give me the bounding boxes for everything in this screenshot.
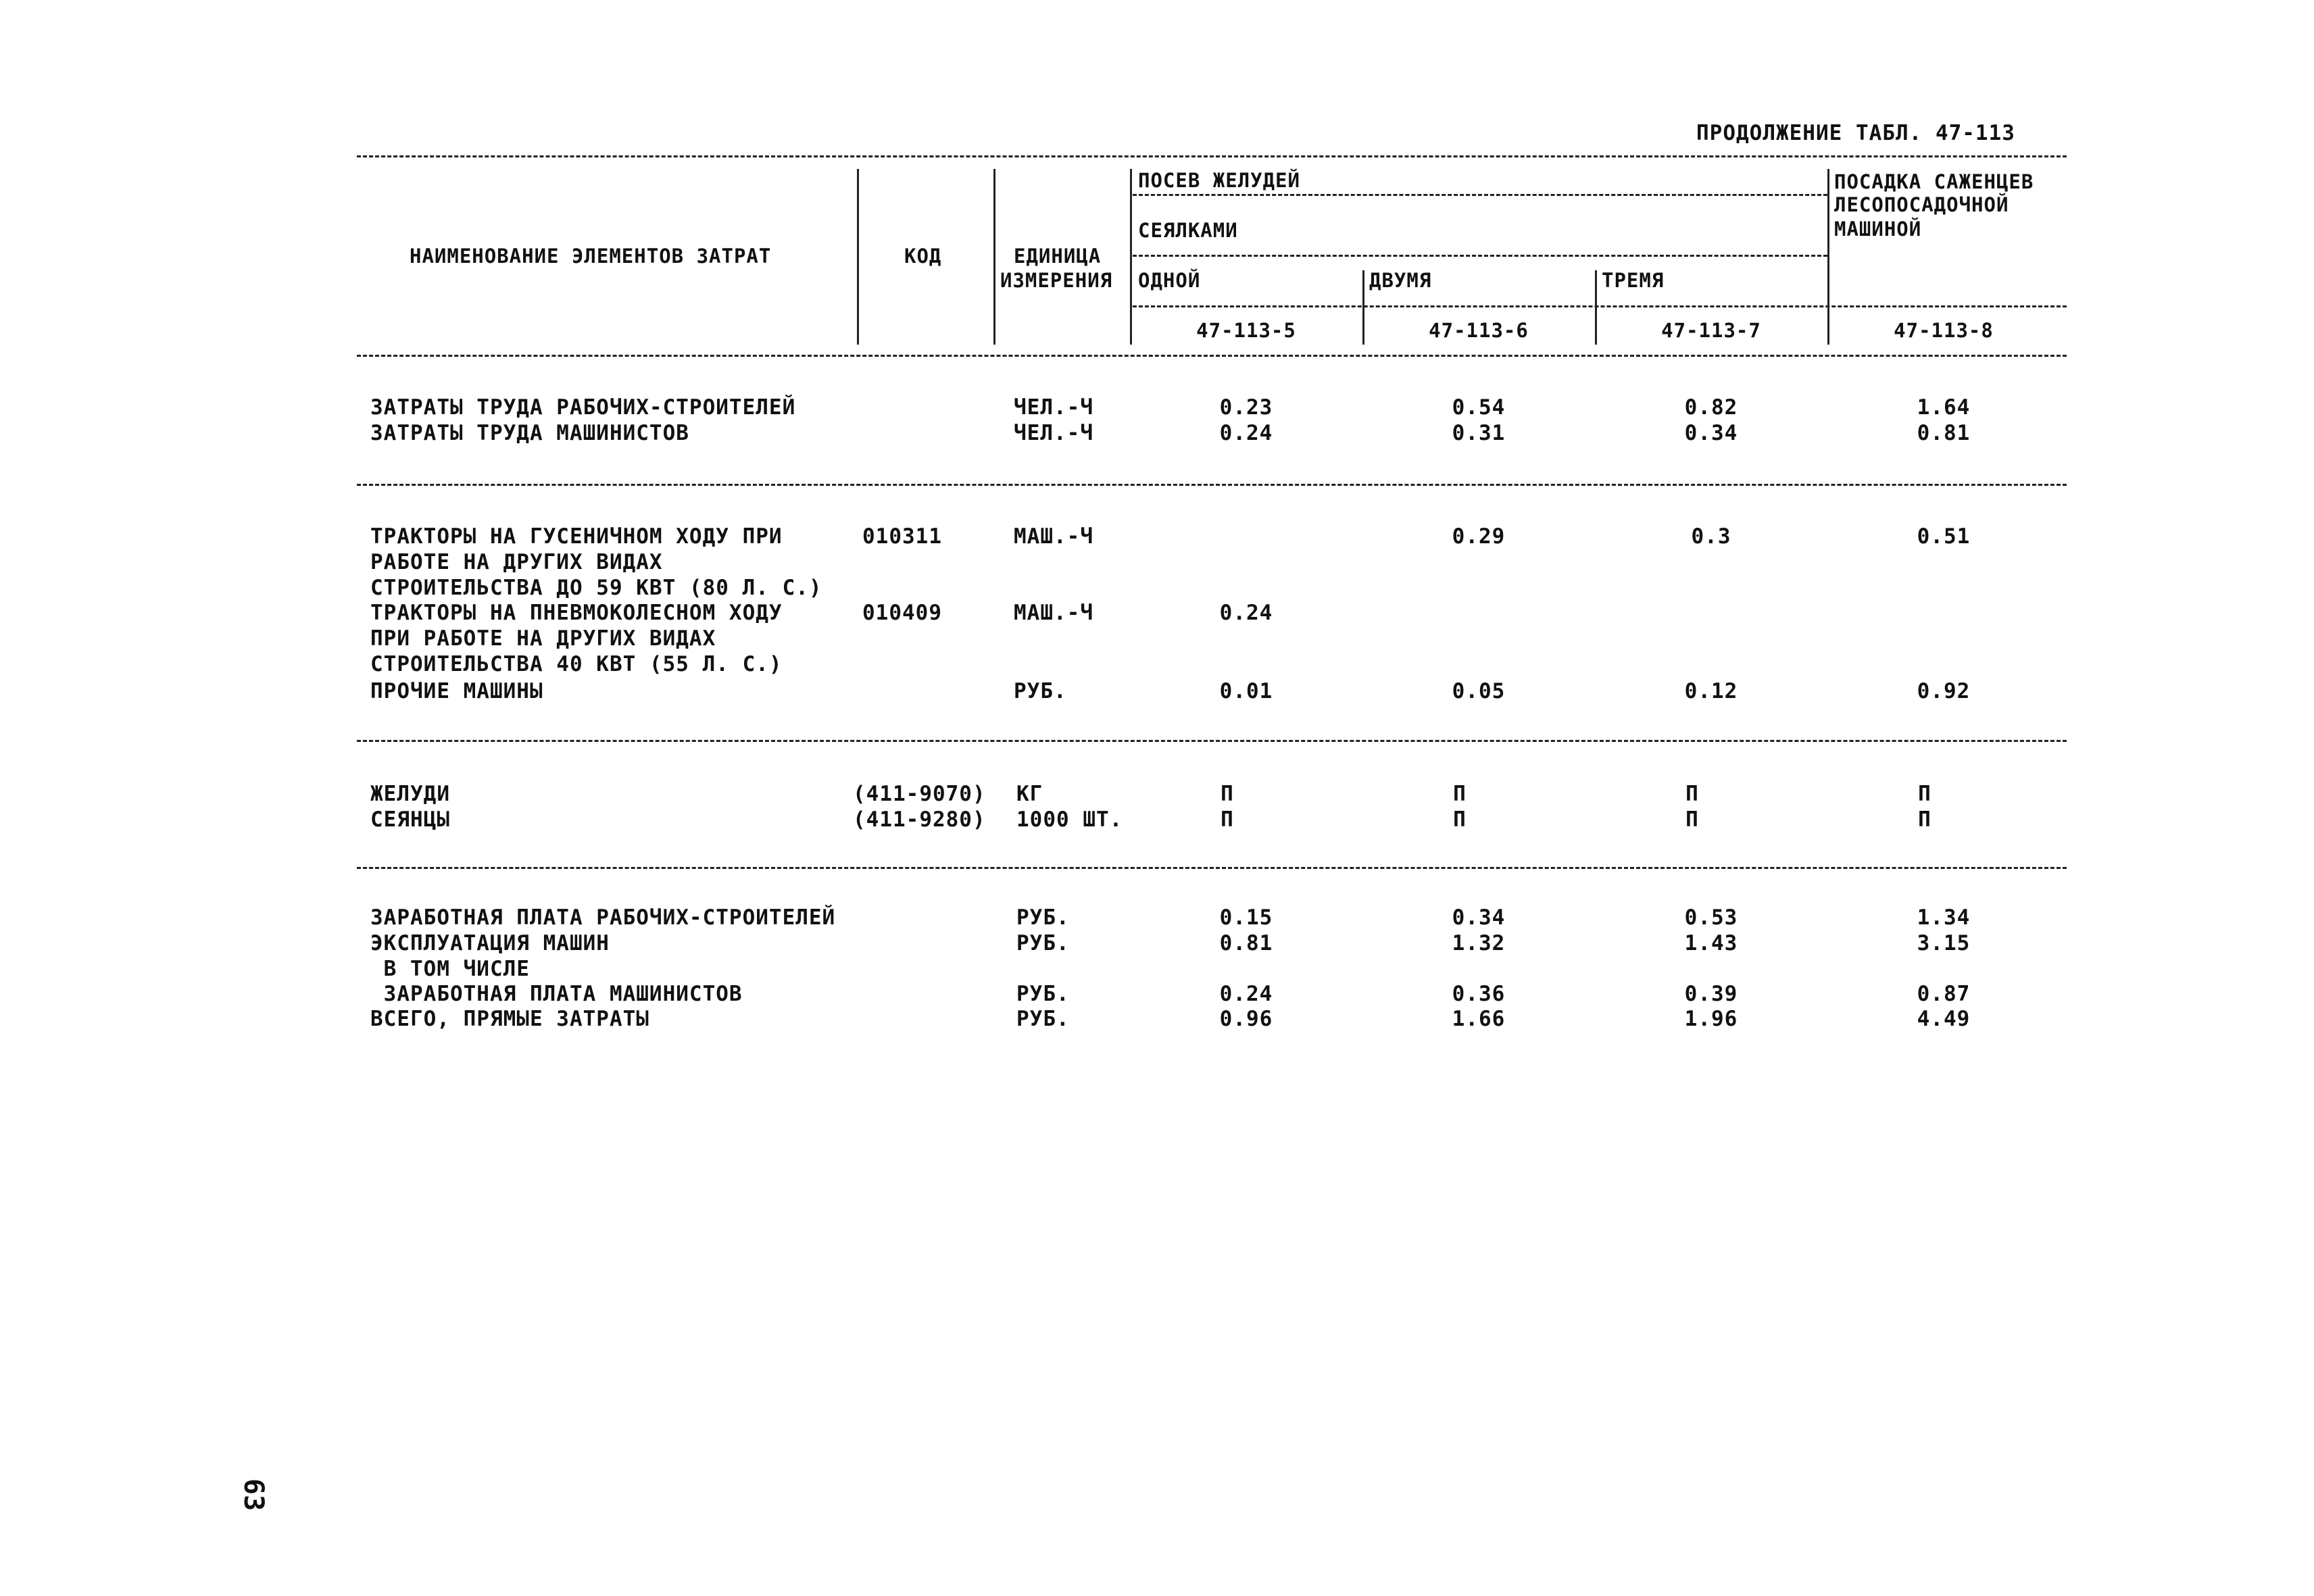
labor-row-value: 0.31 <box>1452 421 1506 445</box>
total-row-value: 0.15 <box>1219 905 1273 930</box>
total-row-value: 0.87 <box>1917 982 1971 1006</box>
machine-row-unit: МАШ.-Ч <box>1014 601 1093 625</box>
header-one: ОДНОЙ <box>1138 269 1201 292</box>
total-row-value: 4.49 <box>1917 1007 1971 1031</box>
total-row-value: 0.24 <box>1219 982 1273 1006</box>
machine-row-unit: РУБ. <box>1014 679 1067 703</box>
header-code: КОД <box>904 245 942 268</box>
total-row-value: 1.32 <box>1452 931 1506 955</box>
total-row-name: ЗАРАБОТНАЯ ПЛАТА МАШИНИСТОВ <box>370 982 743 1006</box>
machine-row-name: ПРОЧИЕ МАШИНЫ <box>370 679 543 703</box>
header-planting-2: ЛЕСОПОСАДОЧНОЙ <box>1834 193 2009 216</box>
header-name: НАИМЕНОВАНИЕ ЭЛЕМЕНТОВ ЗАТРАТ <box>410 245 772 268</box>
machine-row-value: 0.01 <box>1219 679 1273 703</box>
total-row-unit: РУБ. <box>1016 905 1070 930</box>
machine-row-value: 0.3 <box>1691 524 1731 549</box>
material-row-value: П <box>1685 807 1699 832</box>
header-unit-2: ИЗМЕРЕНИЯ <box>1000 269 1113 292</box>
machine-row-name: СТРОИТЕЛЬСТВА 40 КВТ (55 Л. С.) <box>370 652 783 676</box>
header-bottom-rule <box>357 355 2067 357</box>
table-caption: ПРОДОЛЖЕНИЕ ТАБЛ. 47-113 <box>1696 121 2015 145</box>
machine-row-value: 0.05 <box>1452 679 1506 703</box>
material-row-value: П <box>1453 782 1467 806</box>
divider-unit-values <box>1130 169 1132 345</box>
header-rule-codes <box>1133 305 2067 307</box>
material-row-unit: КГ <box>1016 782 1043 806</box>
total-row-name: ВСЕГО, ПРЯМЫЕ ЗАТРАТЫ <box>370 1007 649 1031</box>
header-rule-acorns <box>1133 194 1827 196</box>
machine-row-value: 0.12 <box>1684 679 1738 703</box>
machine-row-unit: МАШ.-Ч <box>1014 524 1093 549</box>
section-rule <box>357 484 2067 486</box>
machine-row-name: ПРИ РАБОТЕ НА ДРУГИХ ВИДАХ <box>370 626 716 651</box>
machine-row-code: 010311 <box>862 524 942 549</box>
total-row-value: 1.34 <box>1917 905 1971 930</box>
header-acorns: ПОСЕВ ЖЕЛУДЕЙ <box>1138 169 1300 192</box>
header-planting-1: ПОСАДКА САЖЕНЦЕВ <box>1834 170 2034 193</box>
total-row-value: 3.15 <box>1917 931 1971 955</box>
machine-row-name: РАБОТЕ НА ДРУГИХ ВИДАХ <box>370 550 663 574</box>
labor-row-value: 0.23 <box>1219 395 1273 420</box>
total-row-value: 0.96 <box>1219 1007 1273 1031</box>
labor-row-value: 0.54 <box>1452 395 1506 420</box>
total-row-value: 0.53 <box>1684 905 1738 930</box>
labor-row-value: 1.64 <box>1917 395 1971 420</box>
header-top-rule <box>357 155 2067 157</box>
header-three: ТРЕМЯ <box>1602 269 1665 292</box>
total-row-value: 0.39 <box>1684 982 1738 1006</box>
labor-row-value: 0.34 <box>1684 421 1738 445</box>
total-row-value: 1.43 <box>1684 931 1738 955</box>
header-planting-3: МАШИНОЙ <box>1834 218 1922 241</box>
machine-row-name: ТРАКТОРЫ НА ГУСЕНИЧНОМ ХОДУ ПРИ <box>370 524 783 549</box>
header-code-8: 47-113-8 <box>1894 319 1994 342</box>
machine-row-value: 0.24 <box>1219 601 1273 625</box>
total-row-value: 1.66 <box>1452 1007 1506 1031</box>
total-row-value: 1.96 <box>1684 1007 1738 1031</box>
header-code-6: 47-113-6 <box>1429 319 1529 342</box>
total-row-unit: РУБ. <box>1016 1007 1070 1031</box>
page-number: 63 <box>238 1478 269 1512</box>
material-row-code: (411-9070) <box>853 782 986 806</box>
total-row-unit: РУБ. <box>1016 931 1070 955</box>
divider-three-planting <box>1827 169 1829 345</box>
total-row-unit: РУБ. <box>1016 982 1070 1006</box>
total-row-name: ЗАРАБОТНАЯ ПЛАТА РАБОЧИХ-СТРОИТЕЛЕЙ <box>370 905 836 930</box>
header-unit-1: ЕДИНИЦА <box>1014 245 1102 268</box>
labor-row-value: 0.24 <box>1219 421 1273 445</box>
material-row-code: (411-9280) <box>853 807 986 832</box>
labor-row-name: ЗАТРАТЫ ТРУДА МАШИНИСТОВ <box>370 421 689 445</box>
material-row-value: П <box>1221 782 1234 806</box>
machine-row-value: 0.92 <box>1917 679 1971 703</box>
labor-row-name: ЗАТРАТЫ ТРУДА РАБОЧИХ-СТРОИТЕЛЕЙ <box>370 395 796 420</box>
section-rule <box>357 740 2067 742</box>
machine-row-code: 010409 <box>862 601 942 625</box>
machine-row-name: СТРОИТЕЛЬСТВА ДО 59 КВТ (80 Л. С.) <box>370 576 822 600</box>
total-row-name: ЭКСПЛУАТАЦИЯ МАШИН <box>370 931 610 955</box>
total-row-value: 0.34 <box>1452 905 1506 930</box>
machine-row-value: 0.29 <box>1452 524 1506 549</box>
header-rule-seeders <box>1133 255 1827 257</box>
material-row-value: П <box>1918 782 1931 806</box>
divider-name-code <box>857 169 859 345</box>
total-row-value: 0.81 <box>1219 931 1273 955</box>
machine-row-value: 0.51 <box>1917 524 1971 549</box>
material-row-value: П <box>1918 807 1931 832</box>
labor-row-unit: ЧЕЛ.-Ч <box>1014 421 1093 445</box>
material-row-value: П <box>1685 782 1699 806</box>
divider-code-unit <box>993 169 995 345</box>
header-code-7: 47-113-7 <box>1661 319 1761 342</box>
material-row-name: ЖЕЛУДИ <box>370 782 450 806</box>
material-row-name: СЕЯНЦЫ <box>370 807 450 832</box>
labor-row-value: 0.82 <box>1684 395 1738 420</box>
labor-row-unit: ЧЕЛ.-Ч <box>1014 395 1093 420</box>
labor-row-value: 0.81 <box>1917 421 1971 445</box>
material-row-unit: 1000 ШТ. <box>1016 807 1123 832</box>
header-seeders: СЕЯЛКАМИ <box>1138 219 1238 242</box>
machine-row-name: ТРАКТОРЫ НА ПНЕВМОКОЛЕСНОМ ХОДУ <box>370 601 783 625</box>
divider-two-three <box>1595 270 1597 345</box>
header-two: ДВУМЯ <box>1369 269 1432 292</box>
material-row-value: П <box>1221 807 1234 832</box>
divider-one-two <box>1362 270 1364 345</box>
total-row-name: В ТОМ ЧИСЛЕ <box>370 957 530 981</box>
material-row-value: П <box>1453 807 1467 832</box>
total-row-value: 0.36 <box>1452 982 1506 1006</box>
header-code-5: 47-113-5 <box>1196 319 1296 342</box>
section-rule <box>357 867 2067 869</box>
